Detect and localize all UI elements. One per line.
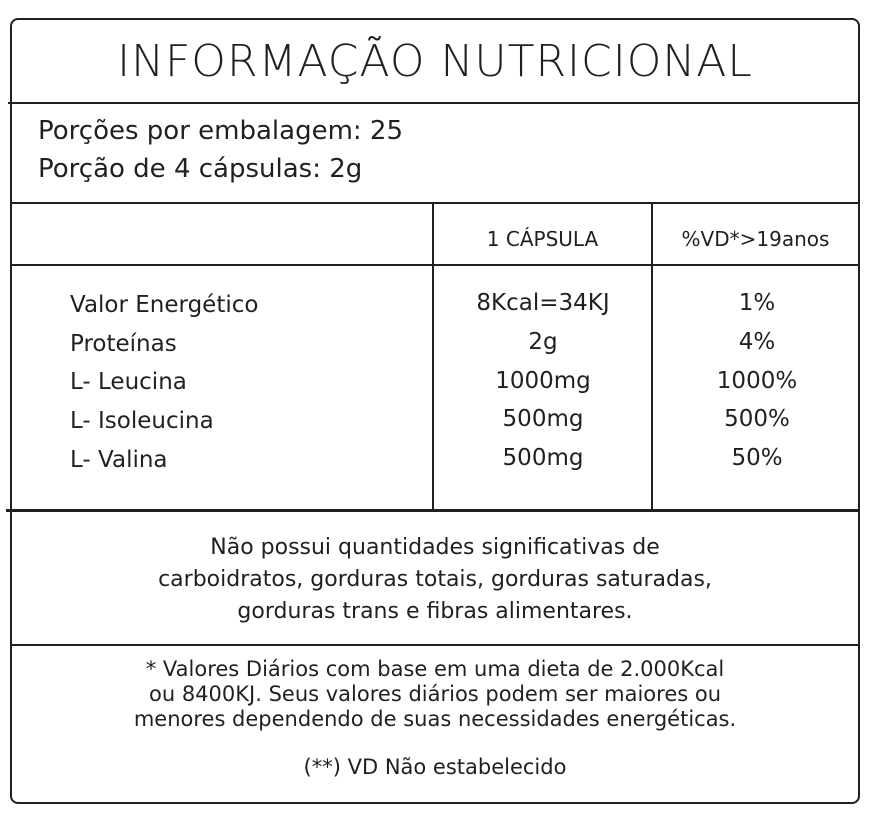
nutrient-name: Valor Energético — [70, 292, 259, 318]
serving-divider — [12, 202, 858, 204]
nutrient-amount: 500mg — [502, 406, 584, 432]
footnote-line: menores dependendo de suas necessidades energéticas. — [133, 707, 737, 731]
nutrient-name: L- Valina — [70, 447, 168, 473]
nutrient-vd: 50% — [731, 445, 783, 471]
nutrient-vd: 1% — [738, 290, 776, 316]
column-header-vd: %VD*>19anos — [681, 227, 830, 251]
nutrient-amount: 2g — [528, 329, 558, 355]
servings-per-package: Porções por embalagem: 25 — [38, 116, 404, 146]
nutrient-vd: 1000% — [716, 368, 798, 394]
note-divider — [12, 644, 858, 646]
title-divider — [8, 102, 860, 104]
not-significant-line: Não possui quantidades significativas de — [210, 535, 660, 560]
vd-not-established: (**) VD Não estabelecido — [303, 755, 567, 779]
nutrient-name: L- Isoleucina — [70, 408, 214, 434]
nutrient-amount: 500mg — [502, 445, 584, 471]
nutrient-amount: 8Kcal=34KJ — [476, 290, 610, 316]
column-header-amount: 1 CÁPSULA — [486, 227, 599, 251]
footnote-line: * Valores Diários com base em uma dieta de 2.000Kcal — [145, 657, 725, 681]
nutrient-vd: 500% — [724, 406, 790, 432]
label-title: INFORMAÇÃO NUTRICIONAL — [117, 36, 753, 87]
table-bottom-divider — [6, 509, 860, 512]
header-divider — [12, 264, 858, 266]
not-significant-line: carboidratos, gorduras totais, gorduras saturadas, — [158, 567, 712, 592]
nutrient-name: Proteínas — [70, 331, 177, 357]
serving-size: Porção de 4 cápsulas: 2g — [38, 154, 363, 184]
footnote-line: ou 8400KJ. Seus valores diários podem ser maiores ou — [148, 682, 722, 706]
nutrient-amount: 1000mg — [495, 368, 591, 394]
nutrient-name: L- Leucina — [70, 369, 187, 395]
nutrient-vd: 4% — [738, 329, 776, 355]
not-significant-line: gorduras trans e fibras alimentares. — [237, 599, 633, 624]
